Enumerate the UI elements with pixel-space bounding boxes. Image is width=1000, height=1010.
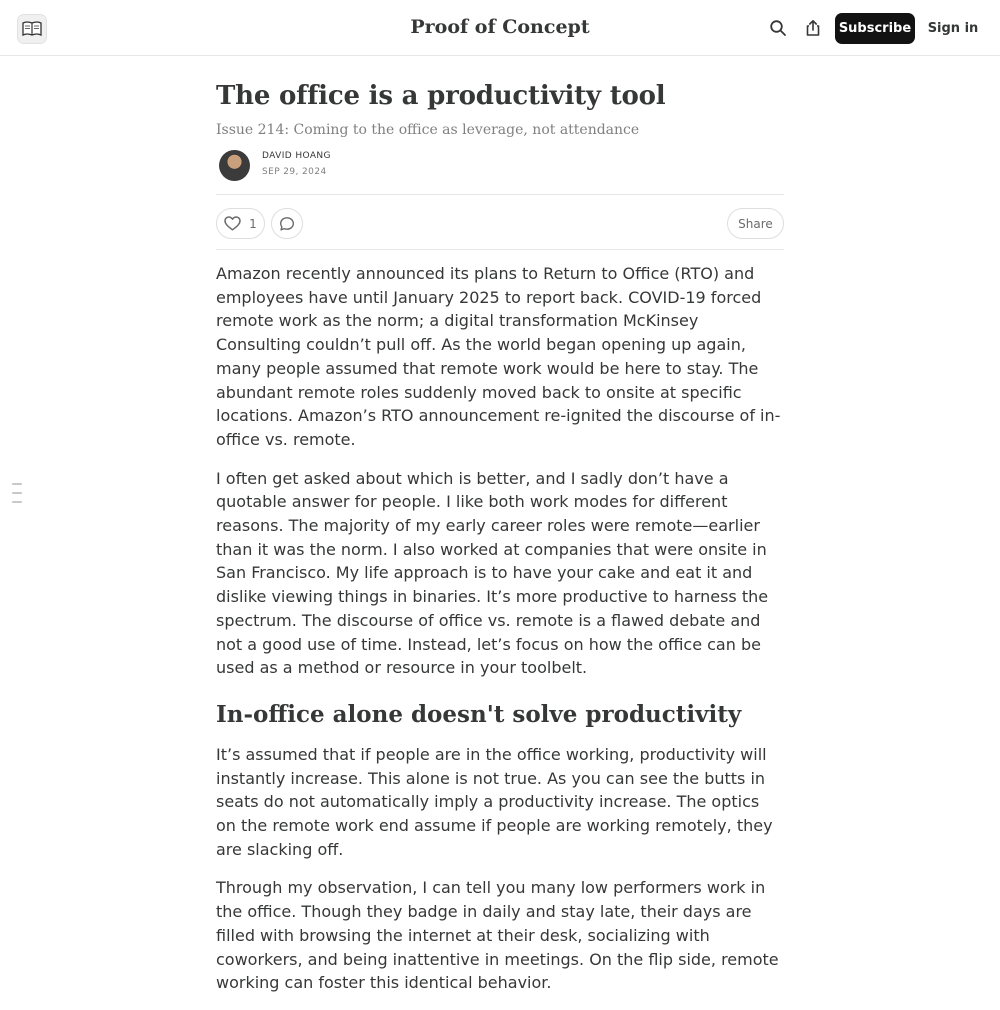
toc-line (12, 501, 22, 503)
post-actions-bar (216, 194, 784, 250)
like-button[interactable] (216, 208, 265, 239)
sign-in-button[interactable]: Sign in (927, 21, 979, 36)
comment-icon (279, 216, 295, 232)
toc-line (12, 483, 22, 485)
author-name[interactable]: DAVID HOANG (262, 151, 331, 161)
body-paragraph: Through my observation, I can tell you many low performers work in the office. Though they badge in daily and stay late, their days are filled with browsing the internet at their desk, socializing with coworkers, and being inattentive in meetings. On the flip side, remote working can foster this identical behavior. (216, 878, 779, 993)
body-paragraph: I often get asked about which is better, and I sadly don’t have a quotable answer for people. I like both work modes for different reasons. The majority of my early career roles were remote—earlier than it was the norm. I also worked at companies that were onsite in San Francisco. My life approach is to have your cake and eat it and dislike viewing things in binaries. It’s more productive to harness the spectrum. The discourse of office vs. remote is a flawed debate and not a good use of time. Instead, let’s focus on how the office can be used as a method or resource in your toolbelt. (216, 468, 769, 678)
section-heading: In-office alone doesn't solve productivity (216, 700, 742, 728)
search-icon (769, 19, 787, 37)
post-subtitle: Issue 214: Coming to the office as leverage, not attendance (216, 122, 640, 138)
comment-button[interactable] (271, 208, 303, 239)
body-paragraph: It’s assumed that if people are in the office working, productivity will instantly increase. This alone is not true. As you can see the butts in seats do not automatically imply a productivity increase. The optics on the remote work end assume if people are working remotely, they are slacking off. (216, 744, 773, 859)
share-publication-button[interactable] (801, 16, 825, 40)
author-avatar[interactable] (219, 150, 250, 181)
like-count: 1 (249, 216, 257, 231)
share-post-button[interactable]: Share (727, 208, 784, 239)
body-paragraph: Amazon recently announced its plans to Return to Office (RTO) and employees have until January 2025 to report back. COVID-19 forced remote work as the norm; a digital transformation McKinsey Consulting couldn’t pull off. As the world began opening up again, many people assumed that remote work would be here to stay. The abundant remote roles suddenly moved back to onsite at specific locations. Amazon’s RTO announcement re-ignited the discourse of in-office vs. remote. (216, 264, 781, 449)
toc-line (12, 492, 22, 494)
top-navigation-bar (0, 0, 1000, 56)
post-body (216, 262, 784, 995)
byline (216, 150, 784, 184)
post-article (216, 76, 784, 1010)
publication-title[interactable]: Proof of Concept (410, 16, 590, 38)
table-of-contents-toggle[interactable] (12, 483, 22, 510)
search-button[interactable] (766, 16, 790, 40)
post-title: The office is a productivity tool (216, 81, 666, 111)
heart-icon (224, 216, 241, 231)
share-icon (804, 19, 822, 37)
subscribe-button[interactable]: Subscribe (835, 13, 915, 44)
post-date: SEP 29, 2024 (262, 167, 327, 177)
